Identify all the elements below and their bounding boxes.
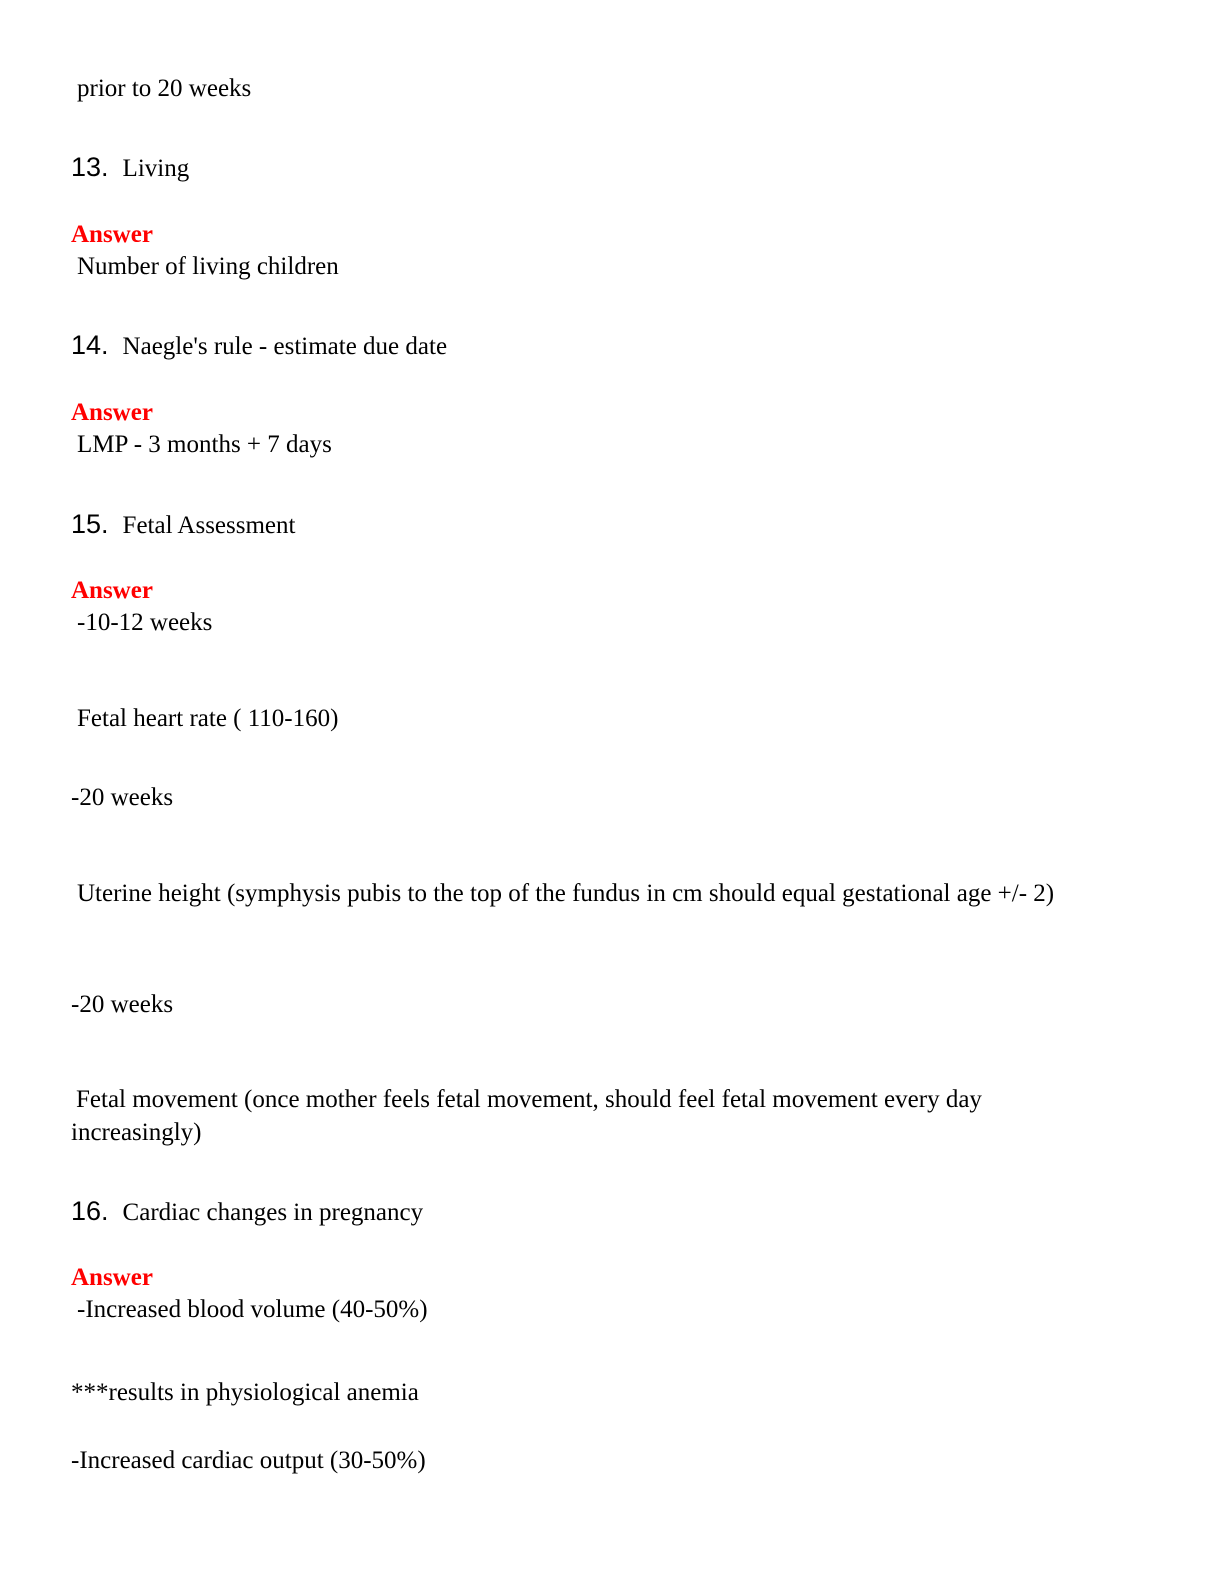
question-prompt: Cardiac changes in pregnancy [122,1199,424,1226]
question-15 [71,509,295,540]
answer-label: Answer [71,221,153,248]
answer-text: -Increased blood volume (40-50%) [77,1296,428,1323]
continuation-text: prior to 20 weeks [77,75,252,102]
question-number: 14. [71,330,109,360]
question-16 [71,1196,423,1227]
answer-text: -Increased cardiac output (30-50%) [71,1447,426,1474]
answer-text: Fetal movement (once mother feels fetal movement, should feel fetal movement every day increasingly) [71,1086,982,1146]
answer-text: ***results in physiological anemia [71,1379,419,1406]
answer-text: -20 weeks [71,991,174,1018]
answer-label: Answer [71,1264,153,1291]
question-number: 13. [71,152,109,182]
answer-text: Number of living children [77,253,339,280]
answer-text: -10-12 weeks [77,609,213,636]
answer-text: Fetal heart rate ( 110-160) [77,705,339,732]
answer-label: Answer [71,577,153,604]
question-prompt: Living [122,155,190,182]
question-prompt: Fetal Assessment [122,512,296,539]
answer-label: Answer [71,399,153,426]
answer-text: Uterine height (symphysis pubis to the top of the fundus in cm should equal gestational age +/- 2) [77,880,1055,907]
question-prompt: Naegle's rule - estimate due date [122,333,448,360]
question-number: 15. [71,509,109,539]
question-13 [71,152,189,183]
answer-text: -20 weeks [71,784,174,811]
question-14 [71,330,447,361]
answer-text: LMP - 3 months + 7 days [77,431,332,458]
question-number: 16. [71,1196,109,1226]
